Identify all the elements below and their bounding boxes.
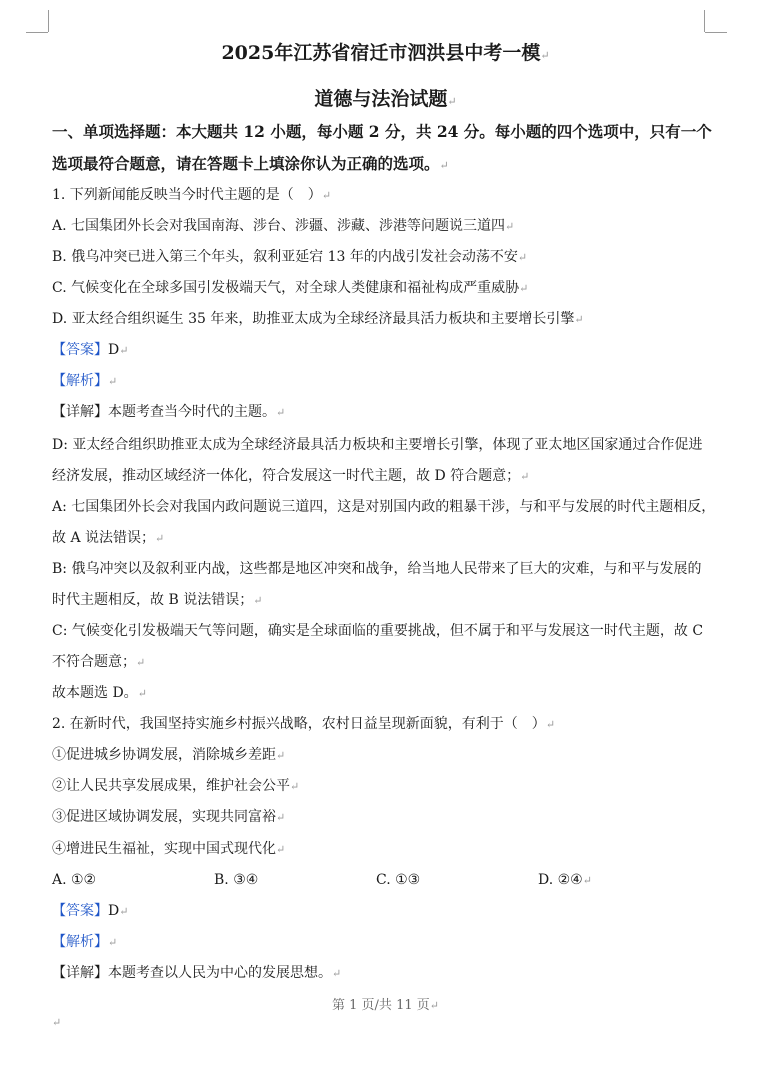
q1-explain-a-2: 故 A 说法错误；↵: [52, 530, 165, 546]
q2-item-1: ①促进城乡协调发展，消除城乡差距↵: [52, 747, 286, 763]
q2-stem: 2. 在新时代，我国坚持实施乡村振兴战略，农村日益呈现新面貌，有利于（ ）↵: [52, 716, 556, 732]
q2-option-d: D. ②④↵: [538, 872, 592, 888]
document-title: 2025年江苏省宿迁市泗洪县中考一模↵: [221, 42, 550, 64]
q1-explain-d-2: 经济发展，推动区域经济一体化，符合发展这一时代主题，故 D 符合题意；↵: [52, 468, 530, 484]
section-heading-line2: 选项最符合题意，请在答题卡上填涂你认为正确的选项。↵: [52, 154, 449, 173]
section-heading-line1: 一、单项选择题：本大题共 12 小题，每小题 2 分，共 24 分。每小题的四个选项中，只有一个: [52, 122, 712, 141]
q2-item-4: ④增进民生福祉，实现中国式现代化↵: [52, 841, 286, 857]
q1-detail: 【详解】本题考查当今时代的主题。↵: [52, 404, 286, 420]
q2-detail: 【详解】本题考查以人民为中心的发展思想。↵: [52, 965, 342, 981]
q1-option-c: C. 气候变化在全球多国引发极端天气，对全球人类健康和福祉构成严重威胁↵: [52, 280, 529, 296]
q1-option-b: B. 俄乌冲突已进入第三个年头，叙利亚延宕 13 年的内战引发社会动荡不安↵: [52, 249, 528, 265]
q2-option-a: A. ①②: [52, 872, 97, 888]
q1-explain-a-1: A: 七国集团外长会对我国内政问题说三道四，这是对别国内政的粗暴干涉，与和平与发展的时代主题相反，: [52, 499, 716, 515]
q2-item-3: ③促进区域协调发展，实现共同富裕↵: [52, 809, 286, 825]
q1-explain-d-1: D: 亚太经合组织助推亚太成为全球经济最具活力板块和主要增长引擎，体现了亚太地区国家通过合作促进: [52, 437, 703, 453]
q2-item-2: ②让人民共享发展成果，维护社会公平↵: [52, 778, 300, 794]
q1-option-d: D. 亚太经合组织诞生 35 年来，助推亚太成为全球经济最具活力板块和主要增长引擎↵: [52, 311, 584, 327]
crop-mark: [48, 10, 49, 32]
q1-explain-c-1: C: 气候变化引发极端天气等问题，确实是全球面临的重要挑战，但不属于和平与发展这一时代主题，故 C: [52, 623, 704, 639]
trailing-paragraph-mark: ↵: [52, 1016, 62, 1029]
q2-option-c: C. ①③: [376, 872, 421, 888]
q2-answer: 【答案】D↵: [52, 903, 129, 919]
q1-explain-b-1: B: 俄乌冲突以及叙利亚内战，这些都是地区冲突和战争，给当地人民带来了巨大的灾难，与和平与发展的: [52, 561, 702, 577]
q1-conclusion: 故本题选 D。↵: [52, 685, 147, 701]
q1-analysis-label: 【解析】↵: [52, 373, 118, 389]
q2-option-b: B. ③④: [214, 872, 259, 888]
q1-option-a: A. 七国集团外长会对我国南海、涉台、涉疆、涉藏、涉港等问题说三道四↵: [52, 218, 515, 234]
crop-mark: [26, 32, 48, 33]
page-footer: 第 1 页/共 11 页↵: [332, 998, 439, 1013]
crop-mark: [705, 32, 727, 33]
crop-mark: [704, 10, 705, 32]
q1-stem: 1. 下列新闻能反映当今时代主题的是（ ）↵: [52, 187, 332, 203]
document-subtitle: 道德与法治试题↵: [314, 88, 457, 110]
q1-explain-b-2: 时代主题相反，故 B 说法错误；↵: [52, 592, 263, 608]
q1-explain-c-2: 不符合题意；↵: [52, 654, 146, 670]
q1-answer: 【答案】D↵: [52, 342, 129, 358]
q2-analysis-label: 【解析】↵: [52, 934, 118, 950]
